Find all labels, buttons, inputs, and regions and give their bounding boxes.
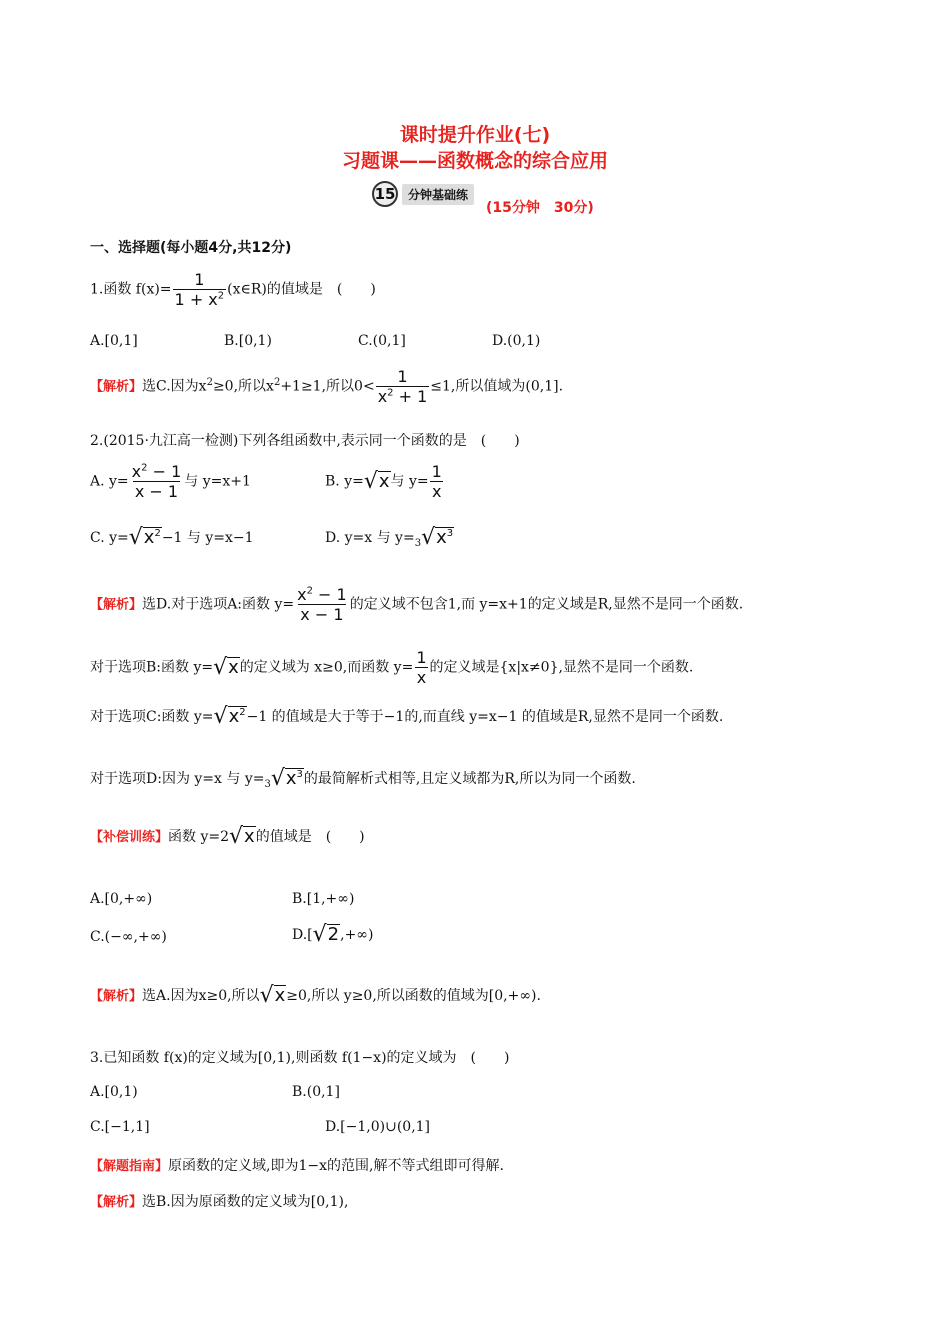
q2-a-num-exp: 2: [141, 462, 148, 474]
q2-d-rad: x: [436, 527, 447, 549]
q1-sol-b: ≥0,所以x: [212, 378, 274, 395]
q2-solution-line-1: [90, 585, 743, 624]
q2-sol3-exp: 2: [239, 707, 246, 719]
q2-a-num: x: [131, 462, 142, 481]
page-title: 课时提升作业(七): [399, 124, 551, 146]
q2-solution-line-4: [90, 768, 636, 790]
q1-sol-frac-den-tail: + 1: [393, 387, 428, 406]
q2-sol4-index: 3: [264, 779, 271, 790]
q3-solution: [90, 1191, 348, 1211]
extra-sol-b: ≥0,所以 y≥0,所以函数的值域为[0,+∞).: [286, 988, 541, 1004]
q2-sol1-num-tail: − 1: [312, 585, 347, 604]
q2-sol2-sqrt: √ x: [213, 654, 239, 680]
q2-sol2-c: 的定义域是{x|x≠0},显然不是同一个函数.: [429, 659, 694, 676]
extra-solution: [90, 985, 541, 1007]
q2-option-a: [90, 462, 251, 501]
q2-solution-tag: 【解析】: [90, 597, 143, 613]
q2-b-pre: B. y=: [325, 473, 364, 490]
q2-sol4-exp: 3: [296, 769, 303, 781]
q1-option-c: C.(0,1]: [358, 333, 406, 349]
q1-solution: [90, 367, 563, 406]
q2-sol1-fraction: [295, 585, 349, 624]
q2-b-sqrt: √ x: [363, 468, 390, 494]
page-subtitle: 习题课——函数概念的综合应用: [341, 150, 608, 172]
q2-sol2-fraction: [414, 648, 428, 687]
q2-option-c: [90, 527, 254, 549]
q2-a-num-tail: − 1: [147, 462, 182, 481]
q2-sol4-sqrt: √ $x^3$: [270, 766, 303, 791]
time-info: (15分钟 30分): [486, 200, 594, 216]
q2-sol2-a: 对于选项B:函数 y=: [90, 659, 214, 676]
q1-option-d: D.(0,1): [492, 333, 541, 349]
q3-stem: 3.已知函数 f(x)的定义域为[0,1),则函数 f(1−x)的定义域为 ( ): [90, 1050, 510, 1066]
q1-sol-c: +1≥1,所以0<: [280, 378, 375, 395]
extra-d-pre: D.[: [292, 927, 313, 943]
q1-prefix: 1.函数 f(x)=: [90, 281, 172, 298]
q2-stem: 2.(2015·九江高一检测)下列各组函数中,表示同一个函数的是 ( ): [90, 433, 520, 449]
q2-sol4-b: 的最简解析式相等,且定义域都为R,所以为同一个函数.: [303, 771, 636, 787]
q2-sol1-num: x: [297, 585, 307, 604]
q2-a-post: 与 y=x+1: [184, 473, 251, 490]
q3-hint: [90, 1155, 504, 1175]
q2-sol1-num-exp: 2: [306, 585, 313, 597]
extra-stem-a: 函数 y=2: [168, 829, 230, 845]
badge-number: 15: [372, 181, 398, 207]
q1-fraction: [173, 270, 227, 309]
q3-solution-tag: 【解析】: [90, 1195, 143, 1210]
extra-option-b: B.[1,+∞): [292, 891, 355, 907]
q3-option-d: D.[−1,0)∪(0,1]: [325, 1119, 431, 1135]
extra-sol-rad: x: [274, 985, 286, 1007]
badge-label: 分钟基础练: [402, 184, 474, 205]
q2-solution-line-3: [90, 706, 723, 728]
q1-sol-exp-1: 2: [206, 376, 213, 388]
q2-sol3-a: 对于选项C:函数 y=: [90, 709, 214, 725]
q2-c-rad: x: [143, 527, 155, 549]
q2-option-b: [325, 462, 445, 501]
q2-d-pre: D. y=x 与 y=: [325, 530, 415, 546]
q3-option-a: A.[0,1): [90, 1084, 138, 1100]
q2-sol2-rad: x: [228, 656, 239, 678]
q1-frac-num: 1: [194, 270, 205, 289]
extra-option-a: A.[0,+∞): [90, 891, 153, 907]
q1-frac-den-exp: 2: [217, 290, 225, 302]
extra-option-c: C.(−∞,+∞): [90, 929, 167, 945]
q2-b-rad: x: [378, 470, 390, 492]
q1-sol-fraction: [376, 367, 430, 406]
q2-d-sqrt: √ $x^3$: [421, 525, 454, 550]
q1-stem: [90, 270, 376, 309]
extra-d-sqrt: √ 2: [312, 922, 340, 947]
q2-sol3-sqrt: √ $x^2$: [213, 704, 246, 729]
q2-c-pre: C. y=: [90, 530, 129, 546]
extra-stem-b: 的值域是 ( ): [255, 829, 365, 845]
q2-option-d: [325, 527, 454, 549]
q2-sol1-den: x − 1: [300, 605, 344, 624]
q2-b-mid: 与 y=: [390, 473, 429, 490]
q2-solution-line-2: [90, 648, 693, 687]
q1-sol-exp-2: 2: [273, 376, 281, 388]
q1-sol-frac-exp: 2: [387, 387, 394, 399]
q1-option-b: B.[0,1): [224, 333, 272, 349]
q1-solution-tag: 【解析】: [90, 379, 143, 395]
q2-a-pre: A. y=: [90, 473, 129, 490]
extra-sol-a: 选A.因为x≥0,所以: [142, 988, 260, 1004]
extra-d-rad: 2: [327, 924, 340, 946]
q2-sol3-rad: x: [228, 706, 240, 728]
q1-sol-frac-den: x: [377, 387, 388, 406]
extra-rad: x: [244, 826, 255, 848]
q3-hint-text: 原函数的定义域,即为1−x的范围,解不等式组即可得解.: [168, 1158, 504, 1174]
extra-d-tail: ,+∞): [340, 927, 374, 943]
extra-tag: 【补偿训练】: [90, 830, 169, 845]
q2-sol3-b: −1 的值域是大于等于−1的,而直线 y=x−1 的值域是R,显然不是同一个函数.: [246, 709, 724, 725]
q3-solution-text: 选B.因为原函数的定义域为[0,1),: [142, 1194, 349, 1210]
q3-hint-tag: 【解题指南】: [90, 1159, 169, 1174]
q2-c-post: −1 与 y=x−1: [161, 530, 254, 546]
extra-sqrt: √ x: [229, 824, 255, 849]
q1-option-a: A.[0,1]: [90, 333, 138, 349]
q2-sol1-a: 选D.对于选项A:函数 y=: [142, 596, 295, 613]
extra-stem: [90, 826, 365, 848]
q2-sol4-rad: x: [285, 768, 297, 790]
q3-option-c: C.[−1,1]: [90, 1119, 150, 1135]
q1-frac-den: 1 + x: [174, 290, 218, 309]
q2-d-exp: 3: [446, 528, 454, 540]
q2-sol2-b: 的定义域为 x≥0,而函数 y=: [239, 659, 414, 676]
q2-b-den: x: [431, 482, 442, 501]
extra-sol-sqrt: √ x: [259, 983, 286, 1008]
badge-15min: [372, 181, 474, 207]
q1-suffix: (x∈R)的值域是 ( ): [227, 281, 376, 298]
extra-option-d: [292, 924, 373, 946]
q1-sol-frac-num: 1: [397, 367, 408, 386]
section-heading: 一、选择题(每小题4分,共12分): [90, 240, 292, 256]
q2-sol4-a: 对于选项D:因为 y=x 与 y=: [90, 771, 265, 787]
q2-sol2-den: x: [416, 668, 427, 687]
q2-a-fraction: [130, 462, 184, 501]
q2-c-exp: 2: [154, 528, 161, 540]
q2-sol1-b: 的定义域不包含1,而 y=x+1的定义域是R,显然不是同一个函数.: [349, 596, 744, 613]
q2-sol2-num: 1: [416, 648, 427, 667]
extra-solution-tag: 【解析】: [90, 989, 143, 1004]
q2-b-num: 1: [431, 462, 442, 481]
q2-d-index: 3: [414, 538, 422, 549]
q2-b-fraction: [430, 462, 444, 501]
q2-c-sqrt: √ $x^2$: [128, 525, 161, 550]
q1-sol-a: 选C.因为x: [142, 378, 207, 395]
q1-sol-d: ≤1,所以值域为(0,1].: [430, 378, 564, 395]
q3-option-b: B.(0,1]: [292, 1084, 340, 1100]
q2-a-den: x − 1: [134, 482, 179, 501]
